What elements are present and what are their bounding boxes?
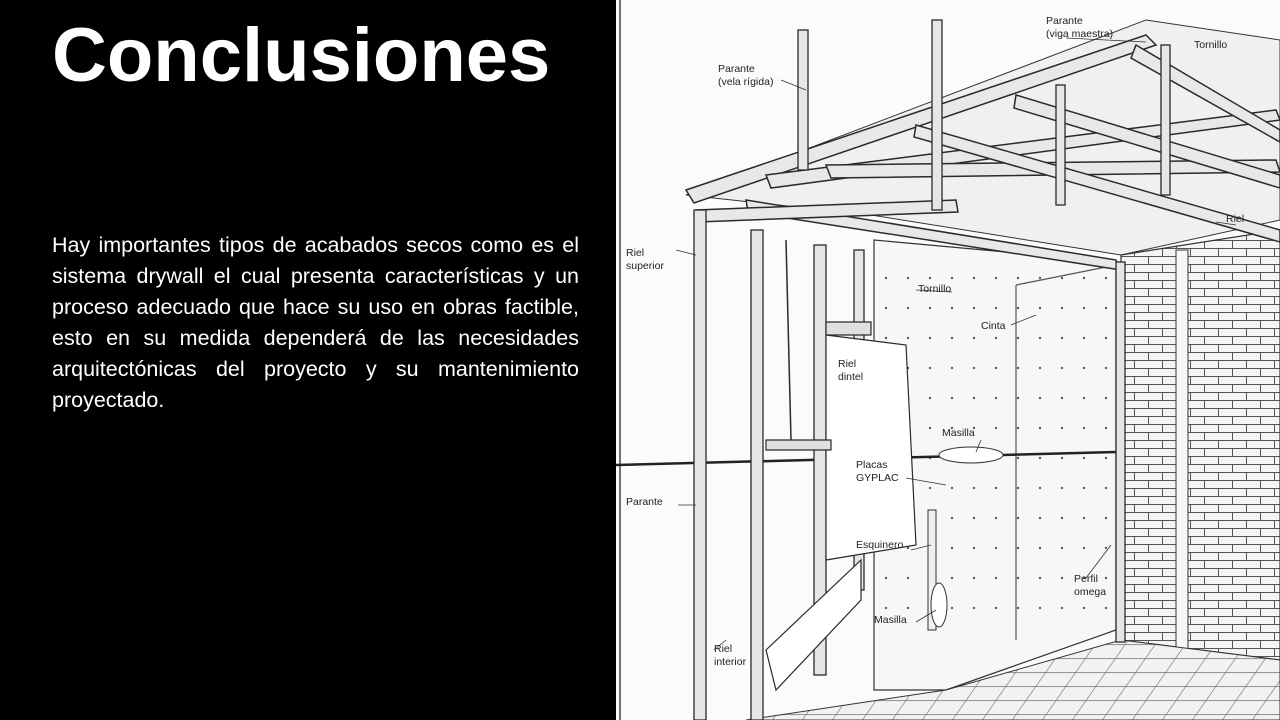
- lintel-rail: [826, 322, 871, 335]
- drywall-illustration: [616, 0, 1280, 720]
- slide-body-text: Hay importantes tipos de acabados secos como es el sistema drywall el cual presenta características y un proceso adecuado que hace su uso en obras factible, esto en su medida dependerá de las necesidades arquitectónicas del proyecto y su mantenimiento proyectado.: [52, 233, 579, 412]
- label-perfil-omega: Perfil: [1074, 573, 1098, 585]
- label-masilla-mid: Masilla: [942, 427, 975, 439]
- text-panel: [0, 0, 616, 720]
- label-riel-dintel-sub: dintel: [838, 371, 864, 383]
- slide-title: Conclusiones: [52, 13, 551, 98]
- label-parante-viga-sub: (viga maestra): [1046, 28, 1114, 40]
- conduit: [786, 240, 791, 440]
- masilla-patch: [939, 447, 1003, 463]
- brick-wall: [1121, 230, 1280, 660]
- masilla-bottom-patch: [931, 583, 947, 627]
- label-placas-sub: GYPLAC: [856, 472, 899, 484]
- switch-box: [766, 440, 831, 450]
- label-placas: Placas: [856, 459, 888, 471]
- label-masilla-bottom: Masilla: [874, 614, 907, 626]
- label-parante-vela: Parante: [718, 63, 755, 75]
- label-perfil-omega-sub: omega: [1074, 586, 1107, 598]
- drywall-diagram: [616, 0, 1280, 720]
- label-parante-vela-sub: (vela rígida): [718, 76, 774, 88]
- label-esquinero: Esquinero: [856, 539, 904, 551]
- label-riel-superior: Riel: [626, 247, 645, 259]
- label-riel-interior: Riel: [714, 643, 733, 655]
- label-riel-right: Riel: [1226, 213, 1245, 225]
- label-cinta: Cinta: [981, 320, 1006, 332]
- label-tornillo-mid: Tornillo: [918, 283, 952, 295]
- label-riel-dintel: Riel: [838, 358, 857, 370]
- label-riel-interior-sub: interior: [714, 656, 747, 668]
- label-tornillo-top: Tornillo: [1194, 39, 1228, 51]
- omega-profile: [1176, 250, 1188, 660]
- label-parante-left: Parante: [626, 496, 663, 508]
- label-riel-superior-sub: superior: [626, 260, 664, 272]
- label-parante-viga: Parante: [1046, 15, 1083, 27]
